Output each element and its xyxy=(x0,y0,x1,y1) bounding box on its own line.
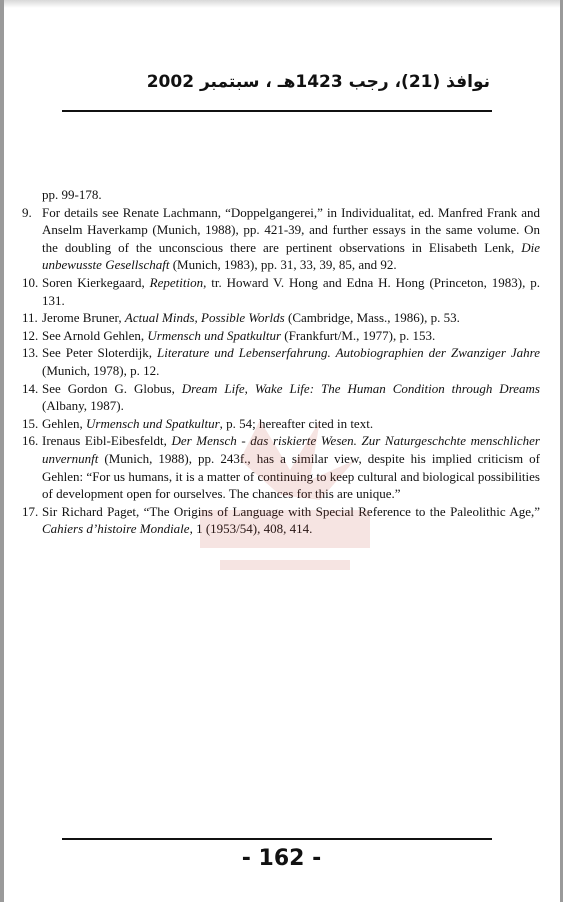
endnote-title: Der Mensch - das riskierte Wesen. Zur Naturgeschchte menschlicher unvernunft xyxy=(42,433,540,466)
endnote-segment: , p. 54; hereafter cited in text. xyxy=(219,415,374,431)
endnote-text xyxy=(42,415,540,433)
endnote-title: Actual Minds, Possible Worlds xyxy=(124,310,285,326)
endnote-text xyxy=(42,204,540,274)
endnote-title: Urmensch und Spatkultur xyxy=(147,327,282,343)
endnote-number: 15. xyxy=(22,415,39,431)
endnote-title: Die unbewusste Gesellschaft xyxy=(42,239,540,273)
endnote-number: 14. xyxy=(22,380,39,396)
header-rule xyxy=(62,110,492,112)
endnote-segment: (Munich, 1983), pp. 31, 33, 39, 85, and 92. xyxy=(169,257,397,273)
endnote-segment: Irenaus Eibl-Eibesfeldt, xyxy=(42,433,172,449)
endnote xyxy=(22,344,540,379)
endnote-segment: See Arnold Gehlen, xyxy=(42,327,148,343)
endnote-segment: See Peter Sloterdijk, xyxy=(42,345,157,361)
endnote xyxy=(22,327,540,345)
endnote-segment: Soren Kierkegaard, xyxy=(42,274,150,290)
endnote-text xyxy=(42,327,540,345)
endnote-title: Cahiers d’histoire Mondiale xyxy=(42,521,190,537)
endnote-title: Dream Life, Wake Life: The Human Condition through Dreams xyxy=(181,380,540,396)
endnote-segment: (Albany, 1987). xyxy=(42,398,124,414)
endnote-segment: Sir Richard Paget, “The Origins of Language with Special Reference to the Paleolithic Age,” xyxy=(42,503,540,519)
endnote-segment: , tr. Howard V. Hong and Edna H. Hong (Princeton, 1983), p. 131. xyxy=(42,274,540,308)
endnote-segment: (Munich, 1978), p. 12. xyxy=(42,362,160,378)
endnote-text xyxy=(42,186,540,204)
endnotes-list xyxy=(22,186,540,538)
endnote-text xyxy=(42,274,540,309)
endnote xyxy=(22,186,540,204)
endnote-segment: For details see Renate Lachmann, “Doppelgangerei,” in Individualitat, ed. Manfred Frank and Anselm Haverkamp (Munich, 1988), pp. 421-39, and further essays in the same volume. On the doubling of the unconscious there are pertinent observations in Elisabeth Lenk, xyxy=(42,204,540,255)
endnote-title: Literature und Lebenserfahrung. Autobiographien der Zwanziger Jahre xyxy=(157,345,540,361)
endnote xyxy=(22,380,540,415)
endnote-segment: (Munich, 1988), pp. 243f., has a similar view, despite his implied criticism of Gehlen: “For us humans, it is a matter of continuing to keep cultural and biological possibilities of development open for ourselves. The chances for this are unique.” xyxy=(42,450,540,502)
endnote-title: Repetition xyxy=(149,274,204,290)
endnote-segment: Jerome Bruner, xyxy=(42,310,125,326)
endnote-text xyxy=(42,344,540,379)
endnote-number: 17. xyxy=(22,503,39,519)
endnote-text xyxy=(42,380,540,415)
endnote-number: 10. xyxy=(22,274,39,290)
page-number: - 162 - xyxy=(241,846,322,871)
running-head: نوافذ (21)، رجب 1423هـ ، سبتمبر 2002 xyxy=(146,72,490,92)
endnote-segment: , 1 (1953/54), 408, 414. xyxy=(189,521,313,537)
endnote-number: 12. xyxy=(22,327,39,343)
endnote-segment: (Frankfurt/M., 1977), p. 153. xyxy=(281,327,436,343)
endnote-number: 9. xyxy=(22,204,32,220)
scan-top-edge xyxy=(0,0,563,8)
endnote-segment: pp. 99-178. xyxy=(42,187,102,202)
endnote-segment: (Cambridge, Mass., 1986), p. 53. xyxy=(284,310,460,326)
endnote-number: 11. xyxy=(22,310,38,326)
endnote-text xyxy=(42,503,540,538)
endnote-segment: Gehlen, xyxy=(42,415,87,431)
endnote xyxy=(22,274,540,309)
endnote xyxy=(22,309,540,327)
endnote-segment: See Gordon G. Globus, xyxy=(42,380,182,396)
endnote-title: Urmensch und Spatkultur xyxy=(86,415,220,431)
endnote xyxy=(22,432,540,502)
endnote-text xyxy=(42,432,540,502)
endnote-number: 13. xyxy=(22,345,39,361)
footer-rule xyxy=(62,838,492,840)
endnote xyxy=(22,503,540,538)
endnote-number xyxy=(22,186,42,204)
endnote-text xyxy=(42,309,540,327)
scan-left-edge xyxy=(0,0,4,902)
endnote xyxy=(22,415,540,433)
endnote-number: 16. xyxy=(22,433,39,449)
endnote xyxy=(22,204,540,274)
